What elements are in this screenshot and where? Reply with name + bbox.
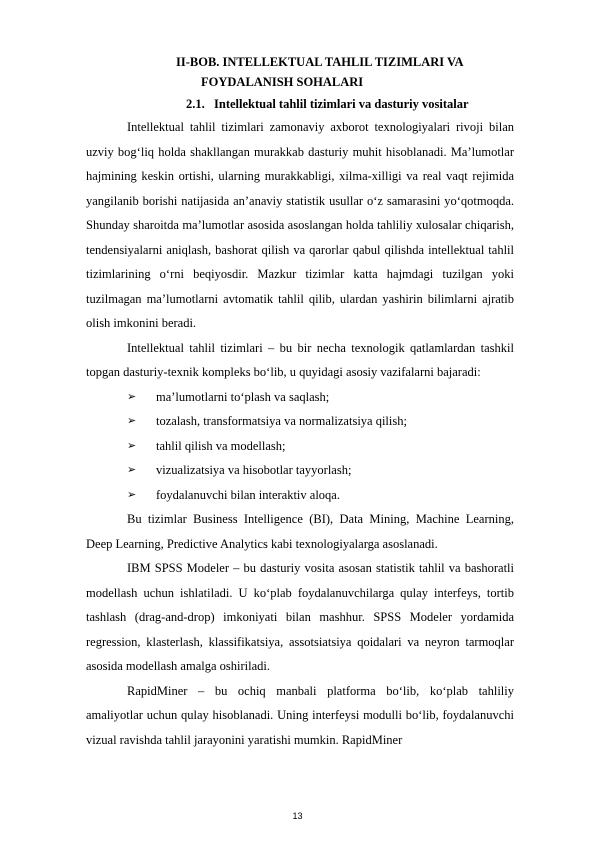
list-item-text: foydalanuvchi bilan interaktiv aloqa. xyxy=(156,487,340,502)
arrowhead-bullet-icon: ➢ xyxy=(127,389,137,403)
chapter-title-line2: FOYDALANISH SOHALARI xyxy=(201,75,364,89)
section-number: 2.1. xyxy=(186,97,205,111)
document-page xyxy=(86,52,514,752)
list-item xyxy=(86,434,514,459)
arrowhead-bullet-icon: ➢ xyxy=(127,414,137,427)
list-item xyxy=(86,385,514,410)
list-item xyxy=(86,483,514,508)
section-title xyxy=(86,94,514,115)
chapter-title xyxy=(86,52,514,92)
paragraph-rapidminer: RapidMiner – bu ochiq manbali platforma bo‘lib, ko‘plab tahliliy amaliyotlar uchun qulay hisoblanadi. Uning interfeysi modulli bo‘lib, foydalanuvchi vizual ravishda tahlil jarayonini yaratishi mumkin. RapidMiner xyxy=(86,683,514,747)
page-number: 13 xyxy=(292,811,303,821)
list-item xyxy=(86,458,514,483)
list-item-text: tahlil qilish va modellash; xyxy=(156,438,286,453)
list-item xyxy=(86,409,514,434)
arrowhead-bullet-icon: ➢ xyxy=(127,438,137,452)
paragraph-spss-modeler: IBM SPSS Modeler – bu dasturiy vosita asosan statistik tahlil va bashoratli modellash uchun ishlatiladi. U ko‘plab foydalanuvchilarga qulay interfeys, tortib tashlash (drag-and-drop) imkoniyati bilan mashhur. SPSS Modeler yordamida regression, klasterlash, klassifikatsiya, assotsiatsiya qoidalari va neyron tarmoqlar asosida modellash amalga oshiriladi. xyxy=(86,561,514,673)
task-bullet-list xyxy=(86,385,514,508)
section-title-text: Intellektual tahlil tizimlari va dasturiy vositalar xyxy=(214,97,469,111)
paragraph-technologies: Bu tizimlar Business Intelligence (BI), Data Mining, Machine Learning, Deep Learning, Predictive Analytics kabi texnologiyalarga asoslanadi. xyxy=(86,512,514,551)
arrowhead-bullet-icon: ➢ xyxy=(127,463,137,476)
chapter-title-line1: II-BOB. INTELLEKTUAL TAHLIL TIZIMLARI VA xyxy=(176,55,464,69)
paragraph-tasks-lead: Intellektual tahlil tizimlari – bu bir necha texnologik qatlamlardan tashkil topgan dasturiy-texnik kompleks bo‘lib, u quyidagi asosiy vazifalarni bajaradi: xyxy=(86,340,514,379)
list-item-text: vizualizatsiya va hisobotlar tayyorlash; xyxy=(156,463,352,477)
arrowhead-bullet-icon: ➢ xyxy=(127,487,137,501)
list-item-text: ma’lumotlarni to‘plash va saqlash; xyxy=(156,389,330,404)
paragraph-intro: Intellektual tahlil tizimlari zamonaviy axborot texnologiyalari rivoji bilan uzviy bog‘liq holda shakllangan murakkab dasturiy muhit hisoblanadi. Ma’lumotlar hajmining keskin ortishi, ularning murakkabligi, xilma-xilligi va real vaqt rejimida yangilanib borishi natijasida an’anaviy statistik usullar o‘z samarasini yo‘qotmoqda. Shunday sharoitda ma’lumotlar asosida asoslangan holda tahliliy xulosalar chiqarish, tendensiyalarni aniqlash, bashorat qilish va qarorlar qabul qilishda intellektual tahlil tizimlarining o‘rni beqiyosdir. Mazkur tizimlar katta hajmdagi tuzilgan yoki tuzilmagan ma’lumotlarni avtomatik tahlil qilib, ulardan yashirin bilimlarni ajratib olish imkonini beradi. xyxy=(86,120,514,330)
list-item-text: tozalash, transformatsiya va normalizatsiya qilish; xyxy=(156,414,407,428)
